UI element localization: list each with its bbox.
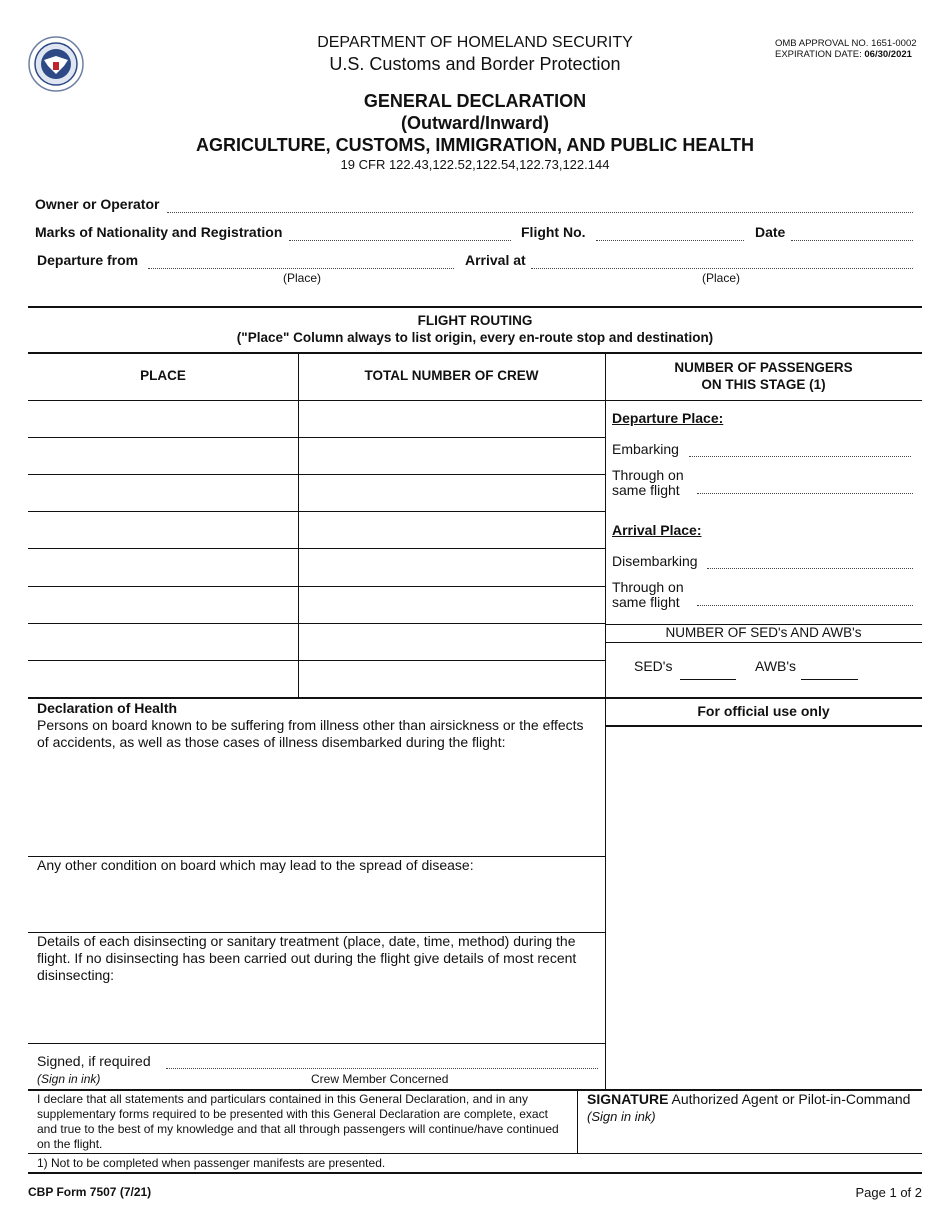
- footnote-top-rule: [28, 1153, 922, 1154]
- arr-through-input[interactable]: [697, 605, 913, 606]
- row-rule: [28, 474, 605, 475]
- signature-rest: Authorized Agent or Pilot-in-Command: [668, 1091, 911, 1107]
- awbs-label: AWB's: [755, 658, 797, 674]
- marks-input[interactable]: [289, 240, 511, 241]
- row-rule: [28, 623, 605, 624]
- disembarking-label: Disembarking: [612, 553, 698, 569]
- form-number: CBP Form 7507 (7/21): [28, 1185, 152, 1199]
- embarking-input[interactable]: [689, 456, 911, 457]
- sign-in-ink-note: (Sign in ink): [37, 1072, 101, 1086]
- owner-label: Owner or Operator: [35, 196, 160, 212]
- disembarking-input[interactable]: [707, 568, 913, 569]
- official-use-label: For official use only: [697, 703, 830, 719]
- departure-input[interactable]: [148, 268, 454, 269]
- awbs-input[interactable]: [801, 679, 858, 680]
- form-scope: AGRICULTURE, CUSTOMS, IMMIGRATION, AND PUBLIC HEALTH: [196, 135, 754, 155]
- routing-table-bottom: [28, 697, 922, 699]
- signed-label: Signed, if required: [37, 1053, 151, 1069]
- crew-signature-input[interactable]: [166, 1068, 598, 1069]
- departure-label: Departure from: [37, 252, 139, 268]
- seds-input[interactable]: [680, 679, 736, 680]
- official-use-rule: [605, 725, 922, 727]
- date-input[interactable]: [791, 240, 913, 241]
- sed-title-rule: [605, 642, 922, 643]
- row-rule: [28, 511, 605, 512]
- declaration-text: I declare that all statements and particulars contained in this General Declaration, and in any supplementary forms required to be presented with this General Declaration are complete, exact and true to the best of my knowledge and that all through passengers will continue/have continued on the flight.: [37, 1092, 559, 1151]
- col-header-crew: TOTAL NUMBER OF CREW: [364, 368, 539, 383]
- signature-ink-note: (Sign in ink): [587, 1109, 656, 1124]
- declaration-divider: [577, 1089, 578, 1153]
- disinsecting-input[interactable]: [30, 988, 602, 1040]
- expiration-date: [775, 49, 912, 60]
- col-header-pax-2: ON THIS STAGE (1): [701, 377, 826, 392]
- health-title: Declaration of Health: [37, 700, 178, 716]
- sed-awb-title: NUMBER OF SED's AND AWB's: [665, 625, 862, 640]
- row-rule: [28, 548, 605, 549]
- through-label-1b: Through on: [612, 579, 684, 595]
- other-condition-label: Any other condition on board which may lead to the spread of disease:: [37, 857, 474, 873]
- dep-through-input[interactable]: [697, 493, 913, 494]
- agent-signature-input[interactable]: [580, 1126, 920, 1151]
- routing-table-top: [28, 352, 922, 354]
- col-header-place: PLACE: [140, 368, 186, 383]
- embarking-label: Embarking: [612, 441, 679, 457]
- other-condition-input[interactable]: [30, 878, 602, 930]
- row-rule: [28, 437, 605, 438]
- departure-place-hint: (Place): [283, 271, 322, 285]
- arrival-place-hint: (Place): [702, 271, 741, 285]
- footnote: 1) Not to be completed when passenger manifests are presented.: [37, 1156, 386, 1170]
- cfr-reference: 19 CFR 122.43,122.52,122.54,122.73,122.144: [340, 157, 610, 172]
- arrival-place-heading: Arrival Place:: [612, 522, 702, 538]
- routing-top-rule: [28, 306, 922, 308]
- crew-member-label: Crew Member Concerned: [311, 1072, 449, 1086]
- routing-subtitle: ("Place" Column always to list origin, every en-route stop and destination): [236, 330, 714, 345]
- departure-place-heading: Departure Place:: [612, 410, 724, 426]
- disinsecting-label: Details of each disinsecting or sanitary treatment (place, date, time, method) during the flight. If no disinsecting has been carried out during the flight give details of most recent disinsecting:: [37, 933, 577, 983]
- flight-no-input[interactable]: [596, 240, 744, 241]
- footnote-bottom-rule: [28, 1172, 922, 1174]
- col-header-pax-1: NUMBER OF PASSENGERS: [674, 360, 853, 375]
- expiration-value: 06/30/2021: [864, 49, 912, 60]
- expiration-label: EXPIRATION DATE:: [775, 49, 862, 60]
- health-text: Persons on board known to be suffering from illness other than airsickness or the effects of accidents, as well as those cases of illness disembarked during the flight:: [37, 717, 584, 750]
- place-cell[interactable]: [29, 401, 297, 437]
- signature-bold: SIGNATURE: [587, 1091, 669, 1107]
- agency-name: U.S. Customs and Border Protection: [329, 54, 621, 74]
- row-rule: [28, 586, 605, 587]
- owner-input[interactable]: [167, 212, 913, 213]
- form-subtitle: (Outward/Inward): [401, 113, 549, 133]
- omb-approval: OMB APPROVAL NO. 1651-0002: [775, 38, 917, 49]
- official-use-area[interactable]: [607, 728, 921, 1086]
- arrival-input[interactable]: [531, 268, 913, 269]
- crew-cell[interactable]: [299, 401, 604, 437]
- seds-label: SED's: [634, 658, 673, 674]
- form-title: GENERAL DECLARATION: [363, 91, 587, 111]
- arrival-label: Arrival at: [465, 252, 526, 268]
- routing-title: FLIGHT ROUTING: [417, 313, 533, 328]
- through-label-1: Through on: [612, 467, 684, 483]
- through-label-2: same flight: [612, 482, 680, 498]
- department-name: DEPARTMENT OF HOMELAND SECURITY: [317, 34, 633, 51]
- row-rule: [28, 660, 605, 661]
- dhs-seal-logo: [28, 36, 84, 92]
- health-rule-3: [28, 1043, 605, 1044]
- through-label-2b: same flight: [612, 594, 680, 610]
- date-label: Date: [755, 224, 786, 240]
- signature-heading: [587, 1091, 910, 1107]
- marks-label: Marks of Nationality and Registration: [35, 224, 283, 240]
- col-divider-2: [605, 352, 606, 1089]
- health-input-area[interactable]: [30, 752, 602, 854]
- flight-no-label: Flight No.: [521, 224, 586, 240]
- page-number: Page 1 of 2: [855, 1185, 922, 1200]
